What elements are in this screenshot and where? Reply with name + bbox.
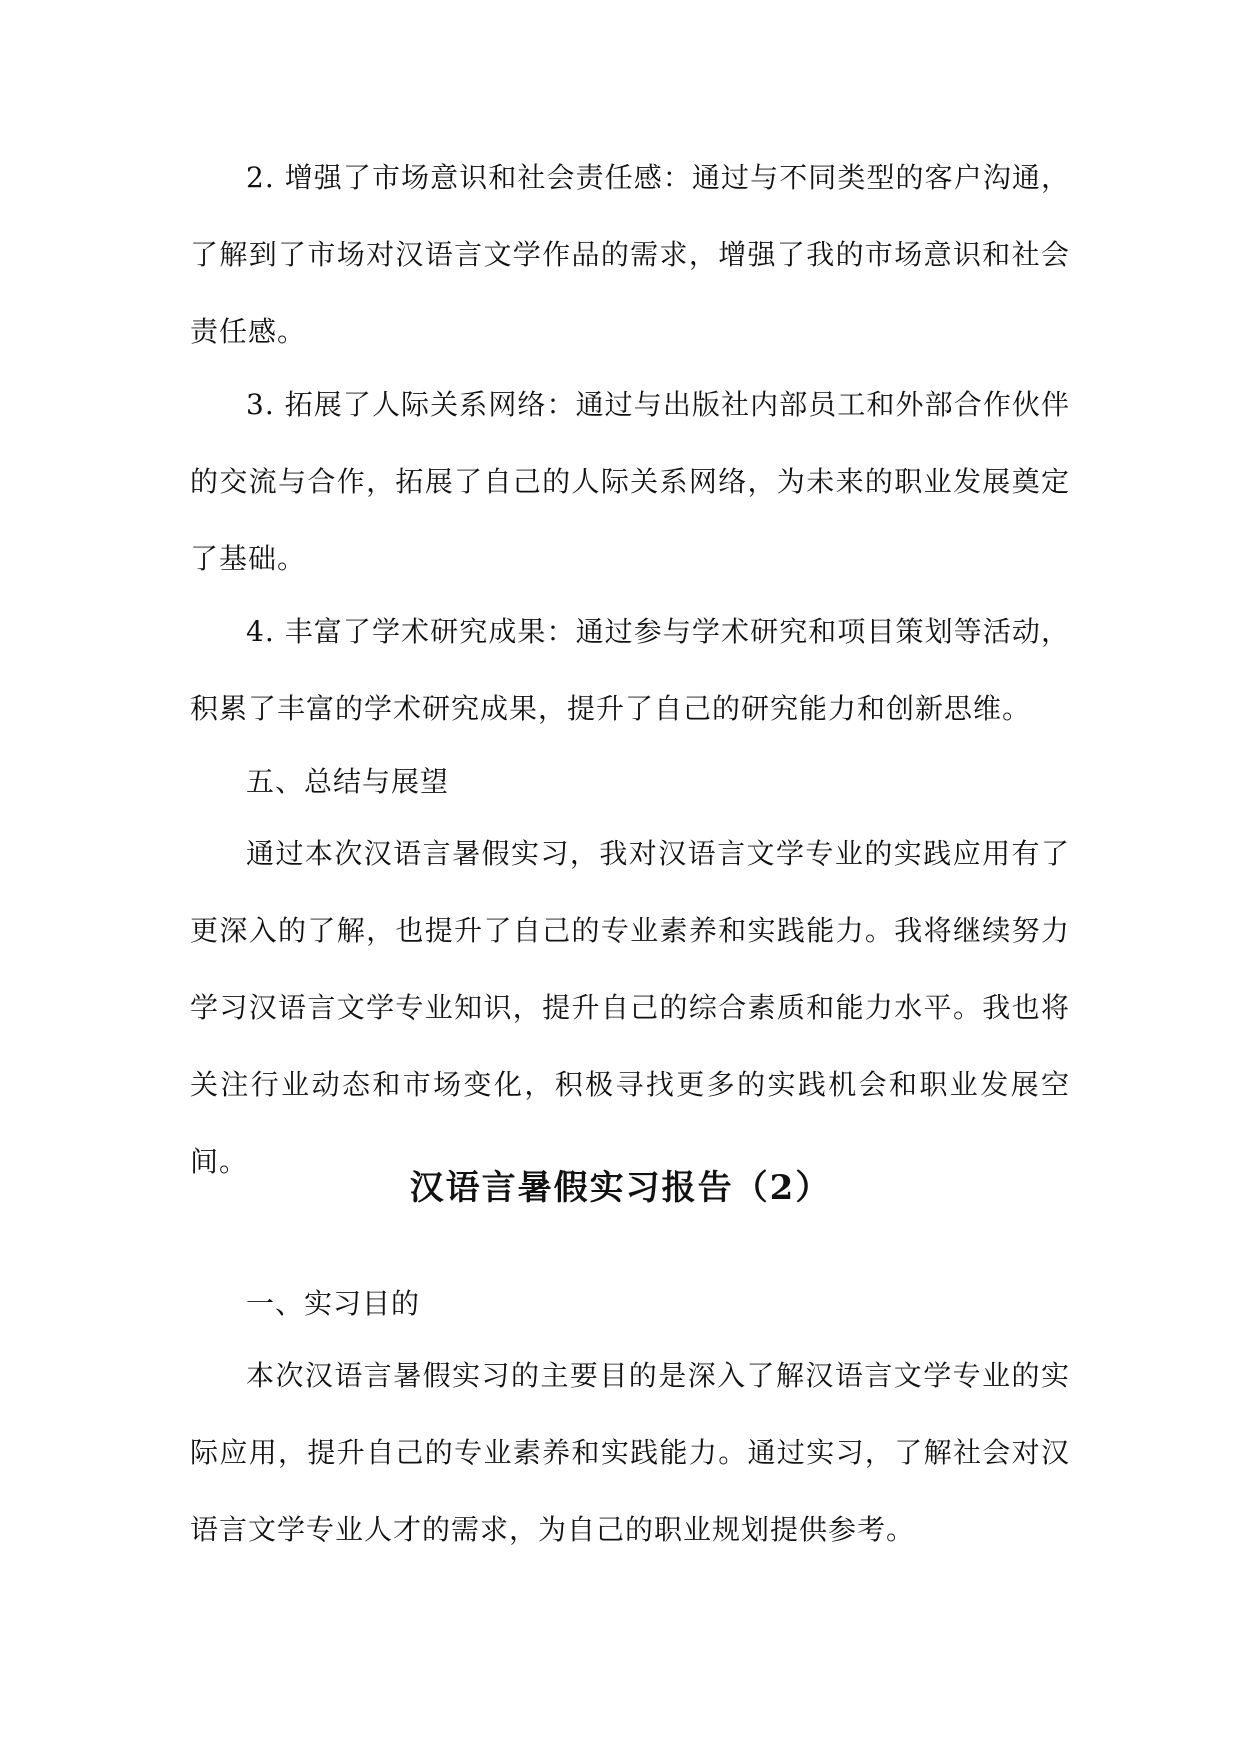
- paragraph-summary: 通过本次汉语言暑假实习，我对汉语言文学专业的实践应用有了更深入的了解，也提升了自己的专业素养和实践能力。我将继续努力学习汉语言文学专业知识，提升自己的综合素质和能力水平。我也将关注行业动态和市场变化，积极寻找更多的实践机会和职业发展空间。: [190, 837, 1070, 1178]
- paragraph-item-4: 4. 丰富了学术研究成果：通过参与学术研究和项目策划等活动，积累了丰富的学术研究成果，提升了自己的研究能力和创新思维。: [190, 615, 1070, 725]
- section-heading-summary: 五、总结与展望: [246, 765, 450, 798]
- paragraph-purpose: 本次汉语言暑假实习的主要目的是深入了解汉语言文学专业的实际应用，提升自己的专业素养和实践能力。通过实习，了解社会对汉语言文学专业人才的需求，为自己的职业规划提供参考。: [190, 1359, 1070, 1546]
- paragraph-item-3: 3. 拓展了人际关系网络：通过与出版社内部员工和外部合作伙伴的交流与合作，拓展了自己的人际关系网络，为未来的职业发展奠定了基础。: [190, 388, 1070, 575]
- section-heading-purpose: 一、实习目的: [246, 1287, 421, 1320]
- paragraph-item-2: 2. 增强了市场意识和社会责任感：通过与不同类型的客户沟通，了解到了市场对汉语言文学作品的需求，增强了我的市场意识和社会责任感。: [190, 161, 1070, 348]
- report-title: 汉语言暑假实习报告（2）: [409, 1168, 832, 1208]
